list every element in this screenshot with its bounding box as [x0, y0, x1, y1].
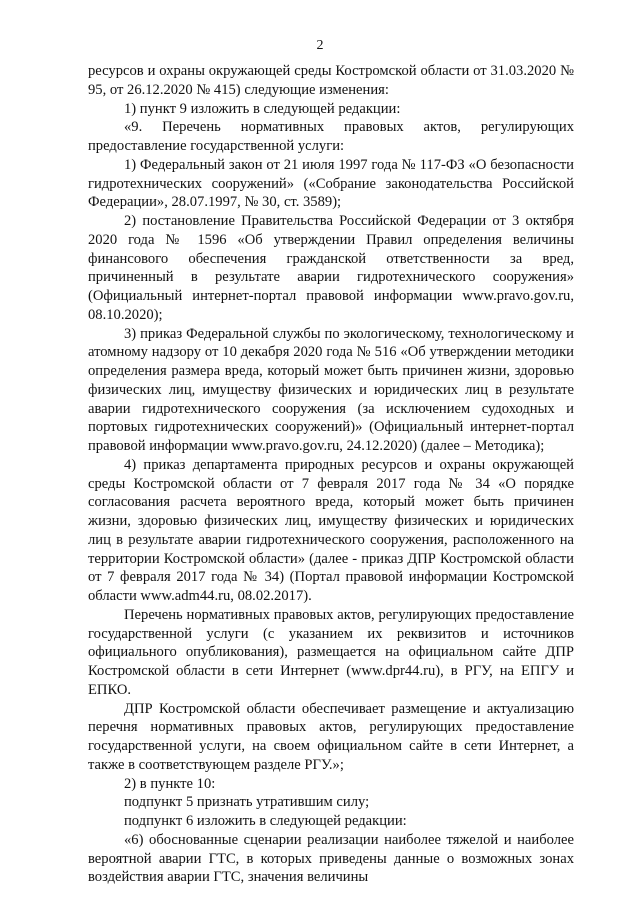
paragraph-department-order: 4) приказ департамента природных ресурсов и охраны окружающей среды Костромской области от 7 февраля 2017 года № 34 «О порядке согласования расчета вероятного вреда, который может быть причинен жизни, здоровью физических лиц, имуществу физических и юридических лиц в результате аварии гидротехнического сооружения, расположенного на территории Костромской области» (далее - приказ ДПР Костромской области от 7 февраля 2017 года № 34) (Портал правовой информации Костромской области www.adm44.ru, 08.02.2017). — [88, 456, 574, 604]
paragraph-subitem-6-text: «6) обоснованные сценарии реализации наиболее тяжелой и наиболее вероятной аварии ГТС, в которых приведены данные о возможных зонах воздействия аварии ГТС, значения величины — [88, 831, 574, 886]
paragraph-government-decree: 2) постановление Правительства Российской Федерации от 3 октября 2020 года № 1596 «Об утверждении Правил определения величины финансового обеспечения гражданской ответственности за вред, причиненный в результате аварии гидротехнического сооружения» (Официальный интернет-портал правовой информации www.pravo.gov.ru, 08.10.2020); — [88, 213, 574, 323]
paragraph-rostekhnadzor-order: 3) приказ Федеральной службы по экологическому, технологическому и атомному надзору от 10 декабря 2020 года № 516 «Об утверждении методики определения размера вреда, который может быть причинен жизни, здоровью физических лиц, имуществу физических и юридических лиц в результате аварии гидротехнического сооружения (за исключением судоходных и портовых гидротехнических сооружений)» (Официальный интернет-портал правовой информации www.pravo.gov.ru, 24.12.2020) (далее – Методика); — [88, 325, 574, 454]
paragraph-list-publication: Перечень нормативных правовых актов, регулирующих предоставление государственной услуги (с указанием их реквизитов и источников официального опубликования), размещается на официальном сайте ДПР Костромской области в сети Интернет (www.dpr44.ru), в РГУ, на ЕПГУ и ЕПКО. — [88, 606, 574, 698]
paragraph-item-1: 1) пункт 9 изложить в следующей редакции: — [124, 100, 401, 117]
paragraph-subitem-5: подпункт 5 признать утратившим силу; — [124, 794, 370, 811]
page-number: 2 — [316, 38, 324, 53]
paragraph-subitem-6: подпункт 6 изложить в следующей редакции: — [124, 813, 407, 829]
paragraph-section-9-title: «9. Перечень нормативных правовых актов, регулирующих предоставление государственной услуги: — [88, 119, 574, 154]
paragraph-list-maintenance: ДПР Костромской области обеспечивает размещение и актуализацию перечня нормативных правовых актов, регулирующих предоставление государственной услуги, на своем официальном сайте в сети Интернет, а также в соответствующем разделе РГУ.»; — [88, 700, 574, 773]
document-body — [88, 62, 574, 887]
paragraph-item-2: 2) в пункте 10: — [124, 775, 216, 792]
paragraph-changes-intro: ресурсов и охраны окружающей среды Костромской области от 31.03.2020 № 95, от 26.12.2020 № 415) следующие изменения: — [88, 63, 574, 98]
paragraph-federal-law: 1) Федеральный закон от 21 июля 1997 года № 117-ФЗ «О безопасности гидротехнических сооружений» («Собрание законодательства Российской Федерации», 28.07.1997, № 30, ст. 3589); — [88, 156, 574, 211]
